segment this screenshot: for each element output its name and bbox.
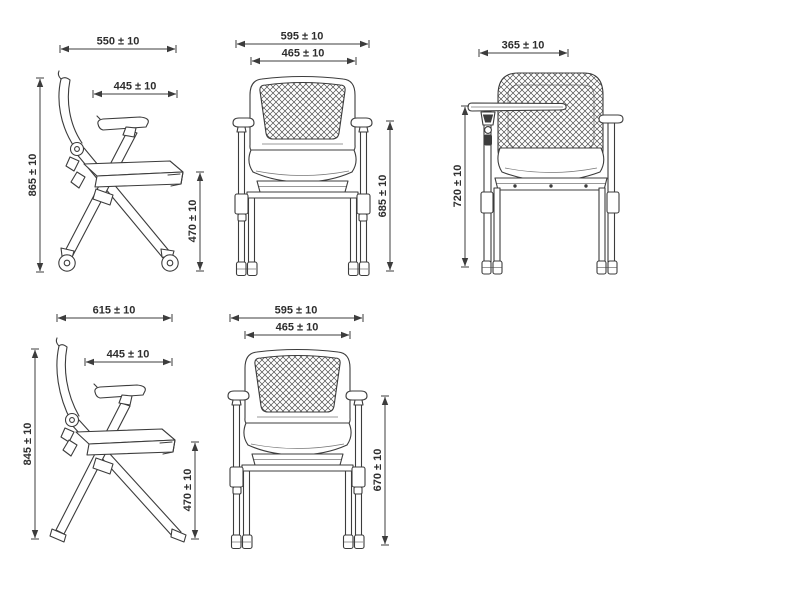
dim-label: 445 ± 10 (106, 348, 150, 361)
view-side-glides (22, 305, 199, 543)
dim-label: 365 ± 10 (501, 39, 545, 52)
dim-side1-overall-height (27, 78, 44, 272)
dim-label: 865 ± 10 (27, 153, 39, 197)
leg-tube-left (494, 188, 500, 262)
hinge (71, 143, 84, 156)
dim-front2-seat-width (245, 322, 350, 340)
dim-side2-seat-depth (85, 349, 172, 367)
dim-label: 720 ± 10 (452, 164, 464, 208)
dim-rear-back-height (452, 106, 469, 267)
hinge (66, 414, 79, 427)
dim-rear-tablet-width (479, 40, 568, 58)
caster-front (59, 248, 75, 271)
caster-rear (161, 249, 178, 271)
armrest (95, 385, 145, 398)
armrest (98, 117, 148, 130)
chair-rear-tablet (468, 73, 623, 274)
view-side-casters (27, 36, 204, 273)
view-front-casters (233, 31, 394, 276)
dim-front2-arm-height (372, 396, 389, 545)
dim-front1-overall-width (236, 31, 369, 49)
dim-front2-overall-width (230, 305, 363, 323)
dim-label: 465 ± 10 (281, 47, 325, 60)
fold-clamp-left (481, 192, 493, 213)
seat-cushion (498, 148, 604, 181)
dim-label: 845 ± 10 (22, 422, 34, 466)
backrest (59, 79, 75, 148)
dim-side1-overall-depth (60, 36, 176, 54)
feet (482, 261, 617, 274)
dim-label: 445 ± 10 (113, 80, 157, 93)
backrest (57, 346, 71, 421)
dim-side2-seat-height (182, 442, 199, 539)
dim-label: 685 ± 10 (377, 174, 389, 218)
chair-side-glides (50, 338, 186, 542)
dim-side2-overall-height (22, 349, 39, 539)
view-rear-tablet (452, 40, 623, 275)
view-front-glides (228, 305, 389, 549)
dim-label: 470 ± 10 (187, 199, 199, 243)
leg-tube-right (599, 188, 605, 262)
dim-side2-overall-depth (57, 305, 172, 323)
dim-side1-seat-height (187, 172, 204, 271)
armrest-pad-right (599, 115, 623, 123)
seat-pan (495, 178, 607, 190)
dim-label: 615 ± 10 (92, 304, 136, 317)
dim-front1-seat-width (251, 48, 356, 66)
dim-label: 595 ± 10 (274, 304, 318, 317)
dim-label: 595 ± 10 (280, 30, 324, 43)
dim-label: 465 ± 10 (275, 321, 319, 334)
dim-label: 670 ± 10 (372, 448, 384, 492)
dim-front1-arm-height (377, 121, 394, 271)
dim-label: 550 ± 10 (96, 35, 140, 48)
dim-label: 470 ± 10 (182, 468, 194, 512)
chair-side-casters (58, 71, 183, 271)
fold-clamp-right (607, 192, 619, 213)
dim-side1-seat-depth (93, 81, 177, 99)
